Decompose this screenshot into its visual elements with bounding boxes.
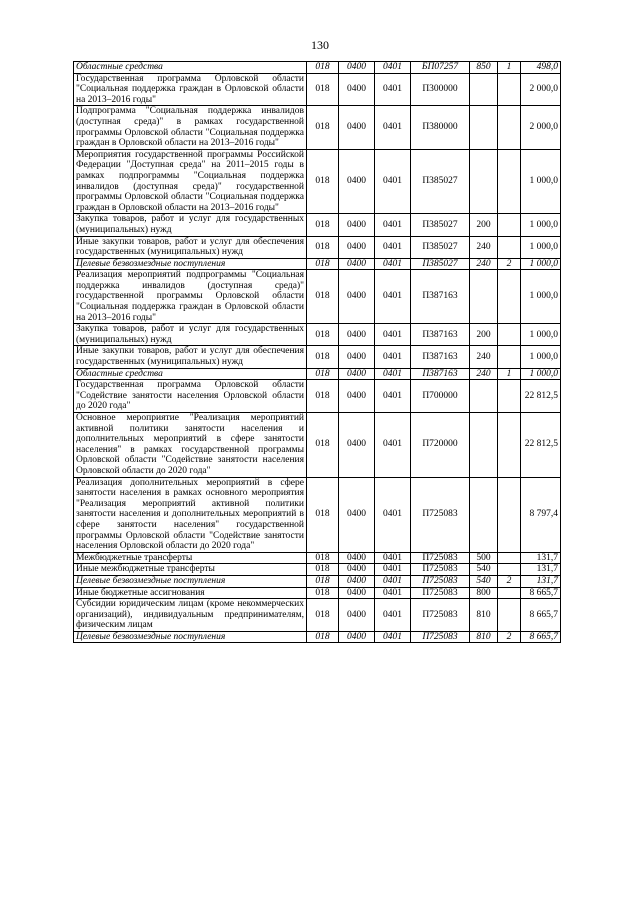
amount-cell: 498,0 [521,62,561,74]
amount-cell: 1 000,0 [521,214,561,236]
target-article-cell: П725083 [411,564,470,576]
ministry-code-cell: 018 [307,413,339,478]
target-article-cell: П385027 [411,214,470,236]
subsection-code-cell: 0401 [375,258,411,270]
section-code-cell: 0400 [339,477,375,552]
funding-source-cell: 2 [498,575,521,587]
subsection-code-cell: 0401 [375,575,411,587]
ministry-code-cell: 018 [307,575,339,587]
target-article-cell: П725083 [411,552,470,564]
table-row [74,477,561,552]
ministry-code-cell: 018 [307,477,339,552]
ministry-code-cell: 018 [307,587,339,599]
name-cell: Иные закупки товаров, работ и услуг для обеспечения государственных (муниципальных) нужд [74,236,307,258]
amount-cell: 1 000,0 [521,324,561,346]
funding-source-cell [498,477,521,552]
amount-cell: 1 000,0 [521,236,561,258]
table-row [74,214,561,236]
table-row [74,599,561,632]
name-cell: Реализация мероприятий подпрограммы "Социальная поддержка инвалидов (доступная среда)" государственной программы Орловской области "Социальная поддержка граждан в Орловской области на 2013–2016 годы" [74,270,307,324]
target-article-cell: П725083 [411,599,470,632]
name-cell: Подпрограмма "Социальная поддержка инвалидов (доступная среда)" в рамках государственной программы Орловской области "Социальная поддержка граждан в Орловской области на 2013–2016 годы" [74,106,307,149]
expense-type-cell: 540 [470,564,498,576]
expense-type-cell [470,380,498,413]
amount-cell: 22 812,5 [521,413,561,478]
section-code-cell: 0400 [339,258,375,270]
subsection-code-cell: 0401 [375,587,411,599]
expense-type-cell: 800 [470,587,498,599]
ministry-code-cell: 018 [307,214,339,236]
section-code-cell: 0400 [339,346,375,368]
section-code-cell: 0400 [339,270,375,324]
funding-source-cell [498,149,521,214]
expense-type-cell: 850 [470,62,498,74]
section-code-cell: 0400 [339,575,375,587]
ministry-code-cell: 018 [307,270,339,324]
subsection-code-cell: 0401 [375,236,411,258]
name-cell: Закупка товаров, работ и услуг для государственных (муниципальных) нужд [74,324,307,346]
ministry-code-cell: 018 [307,324,339,346]
target-article-cell: П725083 [411,587,470,599]
expense-type-cell: 200 [470,324,498,346]
target-article-cell: П720000 [411,413,470,478]
expense-type-cell [470,270,498,324]
ministry-code-cell: 018 [307,149,339,214]
funding-source-cell [498,552,521,564]
expense-type-cell [470,106,498,149]
table-row [74,324,561,346]
ministry-code-cell: 018 [307,631,339,643]
table-row [74,575,561,587]
funding-source-cell: 1 [498,62,521,74]
funding-source-cell [498,346,521,368]
funding-source-cell: 2 [498,631,521,643]
ministry-code-cell: 018 [307,258,339,270]
table-row [74,258,561,270]
expense-type-cell [470,73,498,106]
subsection-code-cell: 0401 [375,324,411,346]
expense-type-cell: 540 [470,575,498,587]
subsection-code-cell: 0401 [375,368,411,380]
target-article-cell: П387163 [411,270,470,324]
table-row [74,552,561,564]
amount-cell: 8 665,7 [521,587,561,599]
subsection-code-cell: 0401 [375,62,411,74]
name-cell: Закупка товаров, работ и услуг для государственных (муниципальных) нужд [74,214,307,236]
subsection-code-cell: 0401 [375,413,411,478]
expense-type-cell [470,149,498,214]
target-article-cell: П387163 [411,368,470,380]
amount-cell: 131,7 [521,575,561,587]
expense-type-cell: 240 [470,236,498,258]
funding-source-cell [498,236,521,258]
name-cell: Государственная программа Орловской области "Социальная поддержка граждан в Орловской области на 2013–2016 годы" [74,73,307,106]
amount-cell: 131,7 [521,564,561,576]
ministry-code-cell: 018 [307,62,339,74]
section-code-cell: 0400 [339,324,375,346]
expense-type-cell: 240 [470,346,498,368]
subsection-code-cell: 0401 [375,552,411,564]
subsection-code-cell: 0401 [375,346,411,368]
table-row [74,631,561,643]
funding-source-cell: 2 [498,258,521,270]
table-row [74,564,561,576]
ministry-code-cell: 018 [307,552,339,564]
name-cell: Иные межбюджетные трансферты [74,564,307,576]
subsection-code-cell: 0401 [375,106,411,149]
section-code-cell: 0400 [339,62,375,74]
expense-type-cell: 240 [470,258,498,270]
target-article-cell: П387163 [411,346,470,368]
section-code-cell: 0400 [339,368,375,380]
name-cell: Межбюджетные трансферты [74,552,307,564]
name-cell: Целевые безвозмездные поступления [74,631,307,643]
section-code-cell: 0400 [339,380,375,413]
name-cell: Мероприятия государственной программы Российской Федерации "Доступная среда" на 2011–2015 годы в рамках подпрограммы "Социальная поддержка инвалидов (доступная среда)" государственной программы Орловской области "Социальная поддержка граждан в Орловской области на 2013–2016 годы" [74,149,307,214]
table-row [74,587,561,599]
funding-source-cell [498,73,521,106]
target-article-cell: П380000 [411,106,470,149]
name-cell: Государственная программа Орловской области "Содействие занятости населения Орловской области до 2020 года" [74,380,307,413]
ministry-code-cell: 018 [307,236,339,258]
amount-cell: 131,7 [521,552,561,564]
ministry-code-cell: 018 [307,346,339,368]
table-row [74,368,561,380]
page-number: 130 [311,38,329,52]
section-code-cell: 0400 [339,564,375,576]
table-row [74,73,561,106]
amount-cell: 2 000,0 [521,73,561,106]
funding-source-cell [498,380,521,413]
amount-cell: 8 665,7 [521,599,561,632]
amount-cell: 8 665,7 [521,631,561,643]
section-code-cell: 0400 [339,413,375,478]
ministry-code-cell: 018 [307,106,339,149]
table-row [74,149,561,214]
funding-source-cell [498,587,521,599]
expense-type-cell [470,413,498,478]
amount-cell: 2 000,0 [521,106,561,149]
name-cell: Иные бюджетные ассигнования [74,587,307,599]
subsection-code-cell: 0401 [375,214,411,236]
funding-source-cell [498,214,521,236]
section-code-cell: 0400 [339,73,375,106]
subsection-code-cell: 0401 [375,564,411,576]
ministry-code-cell: 018 [307,73,339,106]
funding-source-cell [498,413,521,478]
amount-cell: 1 000,0 [521,270,561,324]
target-article-cell: П725083 [411,631,470,643]
amount-cell: 1 000,0 [521,149,561,214]
budget-table [73,61,561,643]
expense-type-cell: 810 [470,599,498,632]
funding-source-cell [498,324,521,346]
funding-source-cell [498,270,521,324]
subsection-code-cell: 0401 [375,631,411,643]
name-cell: Иные закупки товаров, работ и услуг для обеспечения государственных (муниципальных) нужд [74,346,307,368]
ministry-code-cell: 018 [307,368,339,380]
table-row [74,106,561,149]
target-article-cell: П385027 [411,149,470,214]
funding-source-cell: 1 [498,368,521,380]
expense-type-cell: 200 [470,214,498,236]
ministry-code-cell: 018 [307,380,339,413]
section-code-cell: 0400 [339,214,375,236]
target-article-cell: П700000 [411,380,470,413]
table-row [74,236,561,258]
funding-source-cell [498,564,521,576]
table-row [74,380,561,413]
subsection-code-cell: 0401 [375,380,411,413]
table-row [74,270,561,324]
amount-cell: 1 000,0 [521,346,561,368]
expense-type-cell [470,477,498,552]
target-article-cell: П385027 [411,236,470,258]
target-article-cell: П300000 [411,73,470,106]
section-code-cell: 0400 [339,149,375,214]
section-code-cell: 0400 [339,552,375,564]
target-article-cell: БП07257 [411,62,470,74]
name-cell: Областные средства [74,62,307,74]
section-code-cell: 0400 [339,631,375,643]
name-cell: Реализация дополнительных мероприятий в сфере занятости населения в рамках основного мероприятия "Реализация мероприятий активной политики занятости населения и дополнительных мероприятий в сфере занятости населения" государственной программы Орловской области "Содействие занятости населения Орловской области до 2020 года" [74,477,307,552]
subsection-code-cell: 0401 [375,73,411,106]
table-row [74,413,561,478]
ministry-code-cell: 018 [307,564,339,576]
target-article-cell: П725083 [411,575,470,587]
name-cell: Областные средства [74,368,307,380]
name-cell: Основное мероприятие "Реализация мероприятий активной политики занятости населения и дополнительных мероприятий в сфере занятости населения" в рамках государственной программы Орловской области "Содействие занятости населения Орловской области до 2020 года" [74,413,307,478]
amount-cell: 22 812,5 [521,380,561,413]
table-row [74,62,561,74]
section-code-cell: 0400 [339,599,375,632]
subsection-code-cell: 0401 [375,599,411,632]
name-cell: Субсидии юридическим лицам (кроме некоммерческих организаций), индивидуальным предпринимателям, физическим лицам [74,599,307,632]
name-cell: Целевые безвозмездные поступления [74,258,307,270]
funding-source-cell [498,106,521,149]
name-cell: Целевые безвозмездные поступления [74,575,307,587]
expense-type-cell: 500 [470,552,498,564]
amount-cell: 8 797,4 [521,477,561,552]
target-article-cell: П725083 [411,477,470,552]
table-row [74,346,561,368]
ministry-code-cell: 018 [307,599,339,632]
section-code-cell: 0400 [339,236,375,258]
section-code-cell: 0400 [339,587,375,599]
section-code-cell: 0400 [339,106,375,149]
subsection-code-cell: 0401 [375,270,411,324]
target-article-cell: П387163 [411,324,470,346]
amount-cell: 1 000,0 [521,368,561,380]
expense-type-cell: 240 [470,368,498,380]
target-article-cell: П385027 [411,258,470,270]
subsection-code-cell: 0401 [375,477,411,552]
funding-source-cell [498,599,521,632]
amount-cell: 1 000,0 [521,258,561,270]
expense-type-cell: 810 [470,631,498,643]
subsection-code-cell: 0401 [375,149,411,214]
